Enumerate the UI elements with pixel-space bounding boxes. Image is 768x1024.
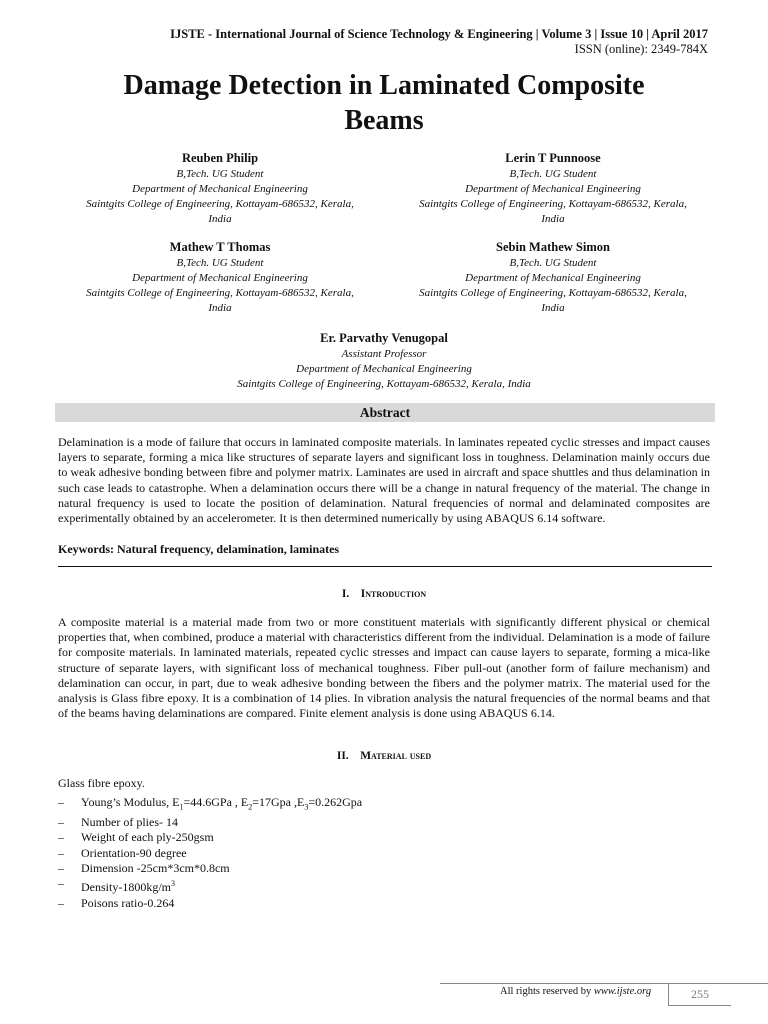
author-institution: Saintgits College of Engineering, Kottayam-686532, Kerala, India — [237, 378, 531, 390]
author-role: B,Tech. UG Student — [509, 168, 597, 180]
author-department: Department of Mechanical Engineering — [132, 272, 308, 284]
keywords: Keywords: Natural frequency, delamination, laminates — [58, 542, 340, 556]
issn-line: ISSN (online): 2349-784X — [574, 42, 708, 56]
footer-tab-line — [730, 983, 768, 984]
section-title: Material used — [360, 750, 432, 762]
author-country: India — [541, 302, 565, 314]
author-department: Department of Mechanical Engineering — [132, 183, 308, 195]
author-department: Department of Mechanical Engineering — [465, 272, 641, 284]
footer-rights: All rights reserved by www.ijste.org — [500, 986, 652, 997]
list-item: – Density-$1800kg/m^3$ — [58, 876, 175, 895]
section-number: II. — [336, 750, 349, 762]
material-properties-list — [58, 795, 362, 911]
list-dash: – — [58, 795, 64, 809]
author-role: B,Tech. UG Student — [176, 257, 264, 269]
author-country: India — [541, 213, 565, 225]
list-item: – Weight of each ply-250gsm — [58, 830, 214, 845]
author-country: India — [208, 213, 232, 225]
list-item: – Poisons ratio-0.264 — [58, 895, 175, 910]
author-institution: Saintgits College of Engineering, Kottayam-686532, Kerala, — [419, 198, 687, 210]
list-dash: – — [58, 845, 64, 860]
footer-site-link[interactable]: www.ijste.org — [593, 986, 652, 997]
list-dash: – — [58, 895, 64, 910]
author-institution: Saintgits College of Engineering, Kottayam-686532, Kerala, — [419, 287, 687, 299]
paper-title — [0, 68, 768, 138]
section-heading-introduction — [0, 588, 768, 600]
title-line-2: Beams — [344, 105, 424, 136]
author-country: India — [208, 302, 232, 314]
list-item: – Young’s Modulus, $E_1=44.6GPa$ , $E_2=17Gpa$ $,E_3=0.262Gpa$ — [58, 795, 363, 812]
author-role: B,Tech. UG Student — [509, 257, 597, 269]
author-institution: Saintgits College of Engineering, Kottayam-686532, Kerala, — [86, 198, 354, 210]
author-block — [55, 150, 385, 227]
list-item: – Orientation-90 degree — [58, 845, 187, 860]
page-number: 255 — [668, 983, 731, 1006]
journal-line: IJSTE - International Journal of Science Technology & Engineering | Volume 3 | Issue 10 | April 2017 — [170, 27, 708, 41]
author-name: Reuben Philip — [181, 151, 259, 165]
author-block — [55, 239, 385, 316]
list-item: – Number of plies- 14 — [58, 814, 178, 829]
author-name: Mathew T Thomas — [169, 240, 271, 254]
abstract-heading: Abstract — [55, 403, 715, 422]
author-name: Lerin T Punnoose — [505, 151, 601, 165]
author-block — [150, 330, 618, 392]
author-department: Department of Mechanical Engineering — [465, 183, 641, 195]
list-dash: – — [58, 830, 64, 845]
journal-header — [170, 27, 708, 57]
section-number: I. — [341, 588, 350, 600]
introduction-text: A composite material is a material made from two or more constituent materials with significantly different physical or chemical properties that, when combined, produce a material with characteristics different from the individual. Delamination is a mode of failure for composite materials. In laminated materials, repeated cyclic stresses and impact can cause layers to separate, forming a mica-like structure of separate layers, with significant loss of mechanical toughness. Fiber pull-out (another form of failure mechanism) and delamination can occur, in part, due to weak adhesive bonding between the fibers and the polymer matrix. The material used for the analysis is Glass fibre epoxy. It is a combination of 14 plies. In vibration analysis the natural frequencies of the normal beams and that of the beams having delaminations are compared. Finite element analysis is done using ABAQUS 6.14. — [58, 615, 710, 721]
divider — [58, 566, 712, 567]
author-institution: Saintgits College of Engineering, Kottayam-686532, Kerala, — [86, 287, 354, 299]
section-title: Introduction — [360, 588, 427, 600]
author-name: Er. Parvathy Venugopal — [320, 331, 448, 345]
material-intro: Glass fibre epoxy. — [58, 776, 145, 790]
title-line-1: Damage Detection in Laminated Composite — [123, 70, 645, 101]
list-dash: – — [58, 876, 64, 891]
list-dash: – — [58, 861, 64, 876]
author-role: Assistant Professor — [341, 348, 427, 360]
abstract-text: Delamination is a mode of failure that occurs in laminated composite materials. In laminates repeated cyclic stresses and impact causes layers to separate, forming a mica like structures of separate layers and significant loss in toughness. Delamination mainly occurs due to weak adhesive bonding between fibre and polymer matrix. Laminates are used in aircraft and space shuttles and thus delamination in such case leads to catastrophe. When a delamination occurs there will be a change in natural frequency of the material. The change in natural frequency is used to locate the position of delamination. Natural frequencies of normal and delaminated composites are experimentally obtained by an accelerometer. It is then determined numerically by using ABAQUS 6.14 software. — [58, 435, 710, 526]
author-name: Sebin Mathew Simon — [496, 240, 610, 254]
author-block — [388, 239, 718, 316]
list-dash: – — [58, 814, 64, 829]
section-heading-material — [0, 750, 768, 762]
author-role: B,Tech. UG Student — [176, 168, 264, 180]
author-department: Department of Mechanical Engineering — [296, 363, 472, 375]
author-block — [388, 150, 718, 227]
list-item: – Dimension -25cm*3cm*0.8cm — [58, 861, 230, 876]
